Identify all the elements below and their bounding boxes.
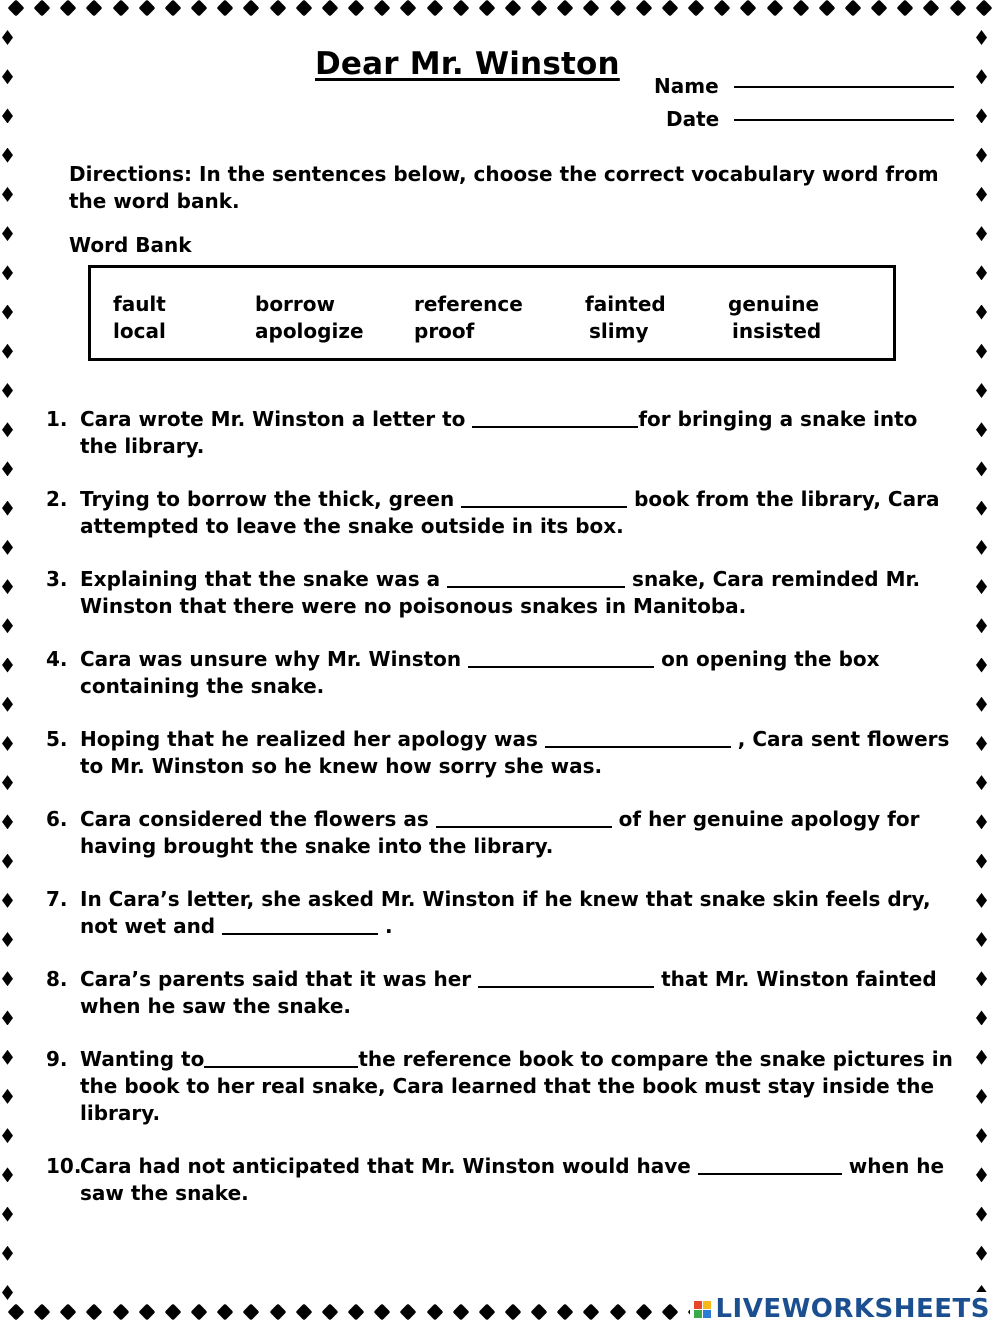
border-diamond — [138, 1304, 155, 1321]
border-diamond — [2, 383, 13, 398]
border-diamond — [714, 0, 731, 16]
question-2 — [46, 486, 958, 540]
border-diamond — [478, 0, 495, 16]
question-text: In Cara’s letter, she asked Mr. Winston if he knew that snake skin feels dry, not wet and — [80, 887, 931, 938]
date-label: Date — [666, 107, 720, 131]
border-diamond — [531, 0, 548, 16]
border-diamond — [976, 501, 987, 516]
question-text: the reference book to compare the snake pictures in the book to her real snake, Cara learned that the book must stay inside the library. — [80, 1047, 953, 1125]
border-diamond — [609, 0, 626, 16]
border-diamond — [2, 540, 13, 555]
border-diamond — [2, 265, 13, 280]
border-diamond — [609, 1304, 626, 1321]
border-diamond — [295, 1304, 312, 1321]
border-diamond — [452, 1304, 469, 1321]
question-text: when he saw the snake. — [80, 1154, 945, 1205]
border-diamond — [976, 932, 987, 947]
border-diamond — [976, 854, 987, 869]
border-diamond — [976, 148, 987, 163]
question-text: . — [378, 914, 393, 938]
word-bank-item: local — [113, 319, 166, 343]
border-diamond — [2, 305, 13, 320]
answer-blank[interactable] — [461, 486, 627, 508]
border-diamond — [2, 148, 13, 163]
border-diamond — [976, 893, 987, 908]
question-number: 5. — [46, 727, 68, 751]
border-diamond — [871, 0, 888, 16]
border-diamond — [504, 1304, 521, 1321]
border-diamond — [635, 1304, 652, 1321]
border-diamond — [2, 1285, 13, 1300]
border-diamond — [2, 1207, 13, 1222]
word-bank-item: genuine — [728, 292, 820, 316]
border-diamond — [976, 814, 987, 829]
border-diamond — [976, 344, 987, 359]
border-diamond — [2, 187, 13, 202]
name-line[interactable] — [734, 86, 954, 88]
border-diamond — [452, 0, 469, 16]
border-diamond — [269, 0, 286, 16]
border-diamond — [976, 265, 987, 280]
answer-blank[interactable] — [478, 966, 654, 988]
question-text: snake, Cara reminded Mr. Winston that there were no poisonous snakes in Manitoba. — [80, 567, 921, 618]
border-diamond — [976, 1010, 987, 1025]
word-bank — [88, 265, 896, 361]
question-number: 1. — [46, 407, 68, 431]
border-diamond — [976, 579, 987, 594]
border-diamond — [976, 775, 987, 790]
question-number: 10. — [46, 1154, 82, 1178]
border-diamond — [191, 1304, 208, 1321]
border-diamond — [321, 0, 338, 16]
border-diamond — [2, 971, 13, 986]
border-diamond — [478, 1304, 495, 1321]
border-diamond — [923, 0, 940, 16]
question-1 — [46, 406, 958, 460]
answer-blank[interactable] — [436, 806, 612, 828]
border-diamond — [426, 0, 443, 16]
question-text: Cara had not anticipated that Mr. Winston would have — [80, 1154, 698, 1178]
border-diamond — [976, 383, 987, 398]
border-diamond — [426, 1304, 443, 1321]
border-diamond — [243, 0, 260, 16]
border-diamond — [976, 461, 987, 476]
border-diamond — [740, 0, 757, 16]
border-diamond — [2, 736, 13, 751]
answer-blank[interactable] — [468, 646, 654, 668]
border-diamond — [976, 971, 987, 986]
border-diamond — [976, 1207, 987, 1222]
border-diamond — [531, 1304, 548, 1321]
word-bank-item: apologize — [255, 319, 364, 343]
answer-blank[interactable] — [545, 726, 731, 748]
border-diamond — [60, 0, 77, 16]
question-text: on opening the box containing the snake. — [80, 647, 880, 698]
border-diamond — [217, 1304, 234, 1321]
question-4 — [46, 646, 958, 700]
border-diamond — [976, 1128, 987, 1143]
border-diamond — [2, 893, 13, 908]
border-diamond — [976, 1050, 987, 1065]
border-diamond — [34, 1304, 51, 1321]
word-bank-item: fainted — [585, 292, 666, 316]
border-diamond — [976, 540, 987, 555]
border-diamond — [348, 1304, 365, 1321]
border-diamond — [2, 344, 13, 359]
border-diamond — [2, 1246, 13, 1261]
question-number: 4. — [46, 647, 68, 671]
border-diamond — [2, 1128, 13, 1143]
page-title: Dear Mr. Winston — [315, 46, 620, 82]
question-number: 7. — [46, 887, 68, 911]
border-diamond — [897, 0, 914, 16]
question-number: 8. — [46, 967, 68, 991]
question-text: Trying to borrow the thick, green — [80, 487, 462, 511]
border-diamond — [217, 0, 234, 16]
border-diamond — [374, 1304, 391, 1321]
border-diamond — [976, 226, 987, 241]
word-bank-item: proof — [414, 319, 475, 343]
border-diamond — [766, 0, 783, 16]
border-diamond — [976, 618, 987, 633]
border-diamond — [661, 1304, 678, 1321]
question-text: Wanting to — [80, 1047, 205, 1071]
border-diamond — [112, 1304, 129, 1321]
border-top — [0, 2, 1000, 24]
border-diamond — [792, 0, 809, 16]
question-text: that Mr. Winston fainted when he saw the snake. — [80, 967, 937, 1018]
border-diamond — [2, 501, 13, 516]
border-diamond — [557, 0, 574, 16]
border-diamond — [583, 0, 600, 16]
border-diamond — [321, 1304, 338, 1321]
border-diamond — [2, 1167, 13, 1182]
question-text: Cara considered the flowers as — [80, 807, 436, 831]
border-diamond — [2, 1050, 13, 1065]
border-diamond — [8, 0, 25, 16]
border-diamond — [2, 69, 13, 84]
border-diamond — [976, 108, 987, 123]
border-diamond — [191, 0, 208, 16]
border-diamond — [976, 1089, 987, 1104]
border-diamond — [557, 1304, 574, 1321]
question-text: Cara’s parents said that it was her — [80, 967, 479, 991]
answer-blank[interactable] — [222, 913, 378, 935]
border-diamond — [976, 658, 987, 673]
name-field[interactable] — [654, 74, 719, 98]
border-diamond — [400, 1304, 417, 1321]
border-diamond — [976, 305, 987, 320]
border-diamond — [2, 461, 13, 476]
date-line[interactable] — [734, 119, 954, 121]
border-diamond — [2, 658, 13, 673]
border-diamond — [975, 0, 992, 16]
name-label: Name — [654, 74, 719, 98]
border-diamond — [976, 30, 987, 45]
logo-mark-icon — [694, 1301, 711, 1318]
border-diamond — [976, 1246, 987, 1261]
border-diamond — [86, 0, 103, 16]
question-3 — [46, 566, 958, 620]
question-text: Cara wrote Mr. Winston a letter to — [80, 407, 473, 431]
answer-blank[interactable] — [698, 1153, 842, 1175]
border-diamond — [845, 0, 862, 16]
word-bank-item: slimy — [589, 319, 649, 343]
border-left — [2, 30, 24, 1300]
border-diamond — [2, 226, 13, 241]
border-diamond — [976, 1167, 987, 1182]
question-7 — [46, 886, 958, 940]
border-diamond — [2, 108, 13, 123]
border-diamond — [2, 697, 13, 712]
border-diamond — [976, 69, 987, 84]
border-diamond — [661, 0, 678, 16]
logo-text: LIVEWORKSHEETS — [715, 1294, 990, 1324]
border-diamond — [976, 187, 987, 202]
border-diamond — [2, 30, 13, 45]
answer-blank[interactable] — [447, 566, 625, 588]
border-diamond — [949, 0, 966, 16]
border-diamond — [2, 422, 13, 437]
question-text: Cara was unsure why Mr. Winston — [80, 647, 469, 671]
border-diamond — [635, 0, 652, 16]
date-field[interactable] — [666, 107, 719, 131]
border-diamond — [2, 932, 13, 947]
question-text: , Cara sent flowers to Mr. Winston so he knew how sorry she was. — [80, 727, 950, 778]
border-diamond — [112, 0, 129, 16]
word-bank-item: borrow — [255, 292, 335, 316]
border-diamond — [976, 736, 987, 751]
border-diamond — [164, 0, 181, 16]
border-diamond — [583, 1304, 600, 1321]
question-9 — [46, 1046, 958, 1127]
border-diamond — [2, 579, 13, 594]
border-diamond — [60, 1304, 77, 1321]
question-number: 2. — [46, 487, 68, 511]
border-diamond — [400, 0, 417, 16]
border-diamond — [2, 1010, 13, 1025]
question-text: for bringing a snake into the library. — [80, 407, 918, 458]
border-diamond — [2, 618, 13, 633]
word-bank-item: fault — [113, 292, 166, 316]
border-diamond — [976, 422, 987, 437]
border-diamond — [8, 1304, 25, 1321]
word-bank-label: Word Bank — [69, 233, 192, 257]
border-diamond — [34, 0, 51, 16]
liveworksheets-logo[interactable] — [690, 1292, 994, 1326]
border-diamond — [504, 0, 521, 16]
border-diamond — [2, 814, 13, 829]
border-diamond — [976, 697, 987, 712]
border-diamond — [269, 1304, 286, 1321]
question-text: Explaining that the snake was a — [80, 567, 448, 591]
question-text: of her genuine apology for having brought the snake into the library. — [80, 807, 920, 858]
border-diamond — [164, 1304, 181, 1321]
answer-blank[interactable] — [204, 1046, 358, 1068]
border-diamond — [243, 1304, 260, 1321]
question-6 — [46, 806, 958, 860]
word-bank-item: reference — [414, 292, 523, 316]
border-diamond — [2, 854, 13, 869]
border-diamond — [86, 1304, 103, 1321]
border-diamond — [348, 0, 365, 16]
border-diamond — [295, 0, 312, 16]
directions: Directions: In the sentences below, choose the correct vocabulary word from the word bank. — [69, 162, 939, 213]
border-right — [976, 30, 998, 1300]
border-diamond — [2, 1089, 13, 1104]
border-diamond — [2, 775, 13, 790]
question-number: 6. — [46, 807, 68, 831]
question-8 — [46, 966, 958, 1020]
question-10 — [46, 1153, 958, 1207]
border-diamond — [374, 0, 391, 16]
question-5 — [46, 726, 958, 780]
word-bank-item: insisted — [732, 319, 822, 343]
border-diamond — [138, 0, 155, 16]
question-number: 3. — [46, 567, 68, 591]
question-text: book from the library, Cara attempted to leave the snake outside in its box. — [80, 487, 940, 538]
question-number: 9. — [46, 1047, 68, 1071]
answer-blank[interactable] — [472, 406, 638, 428]
question-text: Hoping that he realized her apology was — [80, 727, 545, 751]
border-diamond — [688, 0, 705, 16]
border-diamond — [818, 0, 835, 16]
